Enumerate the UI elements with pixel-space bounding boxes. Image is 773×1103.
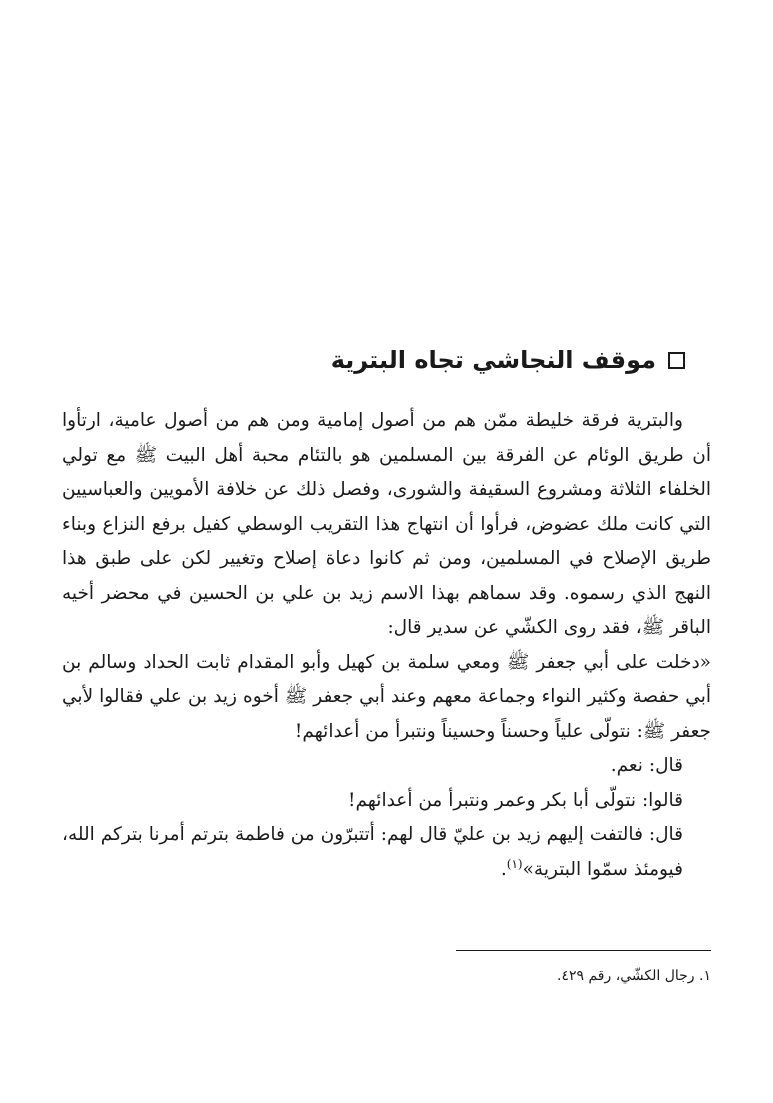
paragraph-quote-end	[62, 818, 683, 887]
quote-end-period: .	[500, 858, 507, 880]
section-title: موقف النجاشي تجاه البترية	[330, 346, 656, 374]
paragraph-reply-2: قالوا: نتولّى أبا بكر وعمر ونتبرأ من أعدائهم!	[348, 789, 683, 811]
paragraph-reply-1: قال: نعم.	[610, 755, 683, 776]
square-bullet-icon	[668, 352, 685, 369]
footnote-text: ١. رجال الكشّي، رقم ٤٢٩.	[557, 968, 711, 984]
footnote-separator	[456, 950, 711, 951]
body-text	[62, 404, 711, 887]
quote-end-text: قال: فالتفت إليهم زيد بن عليّ قال لهم: أتتبرّون من فاطمة بترتم أمرنا بتركم الله، فيومئذ سمّوا البترية»	[62, 824, 683, 880]
footnote-reference: (١)	[506, 856, 523, 871]
paragraph-quote-start: «دخلت على أبي جعفر ﷺ ومعي سلمة بن كهيل وأبو المقدام ثابت الحداد وسالم بن أبي حفصة وكثير النواء وجماعة معهم وعند أبي جعفر ﷺ أخوه زيد بن علي فقالوا لأبي جعفر ﷺ: نتولّى علياً وحسناً وحسيناً ونتبرأ من أعدائهم!	[62, 651, 711, 742]
paragraph-intro: والبترية فرقة خليطة ممّن هم من أصول إمامية ومن هم من أصول عامية، ارتأوا أن طريق الوئام عن الفرقة بين المسلمين هو بالتئام محبة أهل البيت ﷺ مع تولي الخلفاء الثلاثة ومشروع السقيفة والشورى، وفصل ذلك عن خلافة الأمويين والعباسيين التي كانت ملك عضوض، فرأوا أن انتهاج هذا التقريب الوسطي كفيل برفع النزاع وبناء طريق الإصلاح في المسلمين، ومن ثم كانوا دعاة إصلاح وتغيير لكن على طبق هذا النهج الذي رسموه. وقد سماهم بهذا الاسم زيد بن علي بن الحسين في محضر أخيه الباقر ﷺ، فقد روى الكشّي عن سدير قال:	[62, 410, 711, 638]
section-heading	[88, 340, 685, 380]
